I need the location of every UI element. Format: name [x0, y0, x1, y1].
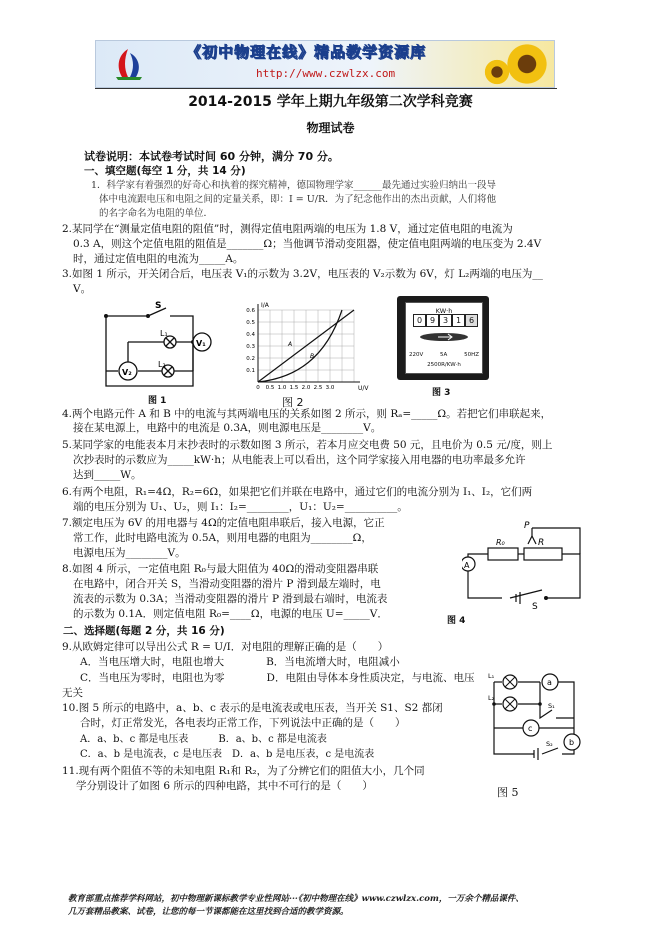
question-8-line: 8.如图 4 所示，一定值电阻 R₀与最大阻值为 40Ω的滑动变阻器串联	[62, 563, 379, 575]
question-11-line: 学分别设计了如图 6 所示的四种电路，其中不可行的是（ ）	[76, 780, 373, 792]
question-8-line: 流表的示数为 0.3A；当滑动变阻器的滑片 P 滑到最右端时，电流表	[73, 593, 388, 605]
fig5-b-label: b	[569, 738, 575, 747]
banner-url[interactable]: http://www.czwlzx.com	[256, 67, 396, 80]
fig5-a-label: a	[547, 678, 552, 687]
section-2-heading: 二、选择题(每题 2 分，共 16 分)	[63, 625, 225, 637]
question-9-option: A．当电压增大时，电阻也增大 B．当电流增大时，电阻减小	[80, 656, 400, 668]
fig1-switch-label: S	[155, 301, 162, 311]
footer-line: 教育部重点推荐学科网站，初中物理新课标教学专业性网站···《初中物理在线》www.czwlzx.com，一万余个精品课件、	[68, 894, 524, 904]
question-6-line: 端的电压分别为 U₁、U₂，则 I₁：I₂=________，U₁：U₂=__________。	[73, 501, 408, 513]
rheostat-r	[524, 548, 562, 560]
figure-5-caption: 图 5	[497, 786, 519, 799]
meter-digit: 9	[426, 314, 439, 327]
fig2-x-tick: 2.5	[313, 385, 323, 391]
question-2-line: 2.某同学在“测量定值电阻的阻值”时，测得定值电阻两端的电压为 1.8 V，通过定值电阻的电流为	[62, 223, 513, 235]
exam-subject: 物理试卷	[306, 121, 355, 135]
footer-line: 几万套精品教案、试卷，让您的每一节课都能在这里找到合适的教学资源。	[68, 907, 349, 917]
fig5-s2-label: S₂	[546, 740, 553, 748]
fig1-meter2-label: V₂	[122, 368, 132, 377]
fig2-y-tick: 0.1	[246, 368, 255, 374]
fig4-r-label: R	[538, 538, 545, 548]
site-banner	[95, 40, 555, 88]
meter-spec: 50HZ	[464, 352, 479, 358]
question-6-line: 6.有两个电阻，R₁=4Ω，R₂=6Ω，如果把它们并联在电路中，通过它们的电流分别为 I₁、I₂，它们两	[62, 486, 533, 498]
question-1-line: 的名字命名为电阻的单位．	[99, 208, 214, 219]
question-9-option: C．当电压为零时，电阻也为零 D．电阻由导体本身性质决定，与电流、电压	[80, 672, 475, 684]
figure-4-caption: 图 4	[447, 616, 466, 626]
fig2-x-tick: 2.0	[301, 385, 311, 391]
meter-unit-label: KW·h	[435, 307, 453, 315]
fig2-y-tick: 0.3	[246, 344, 255, 350]
banner-title: 《初中物理在线》精品教学资源库	[186, 43, 427, 61]
sunflower-icon	[506, 43, 548, 85]
figure-3-meter	[397, 296, 489, 380]
site-logo-icon	[114, 47, 144, 81]
figure-1-caption: 图 1	[148, 396, 167, 406]
meter-digit: 0	[413, 314, 426, 327]
question-5-line: 达到_____W。	[73, 469, 142, 481]
fig4-meter-label: A	[464, 561, 470, 570]
resistor-r0	[488, 548, 518, 560]
meter-rating: 2500R/KW·h	[427, 362, 461, 368]
fig5-l1-label: L₁	[488, 672, 495, 680]
question-7-line: 常工作，此时电路电流为 0.5A，则用电器的电阻为________Ω，	[73, 532, 372, 544]
exam-instructions: 试卷说明：本试卷考试时间 60 分钟，满分 70 分。	[84, 150, 339, 163]
fig2-y-tick: 0.5	[246, 320, 255, 326]
header-rule	[95, 88, 557, 89]
meter-spec: 5A	[440, 352, 448, 358]
fig2-x-tick: 0	[256, 385, 260, 391]
question-9-line: 9.从欧姆定律可以导出公式 R = U/I．对电阻的理解正确的是（ ）	[62, 641, 389, 653]
figure-2-caption: 图 2	[282, 396, 304, 409]
page-footer	[68, 893, 524, 919]
fig1-meter1-label: V₁	[196, 339, 206, 348]
fig2-x-tick: 0.5	[265, 385, 275, 391]
section-1-heading: 一、填空题(每空 1 分，共 14 分)	[84, 165, 246, 177]
meter-digit: 6	[465, 314, 478, 327]
question-1-line: 1．科学家有着强烈的好奇心和执着的探究精神，德国物理学家______最先通过实验归纳出一段导	[91, 180, 497, 191]
fig1-lamp1-label: L₁	[160, 329, 168, 338]
fig2-y-tick: 0.4	[246, 332, 255, 338]
meter-digit: 1	[452, 314, 465, 327]
fig2-x-unit: U/V	[358, 385, 369, 392]
meter-digits	[413, 314, 478, 327]
meter-disc-icon	[418, 331, 470, 343]
question-4-line: 接在某电源上，电路中的电流是 0.3A，则电源电压是________V。	[73, 422, 382, 434]
figure-4-circuit	[462, 518, 588, 610]
question-1-line: 体中电流跟电压和电阻之间的定量关系，即：I = U/R．为了纪念他作出的杰出贡献，人们将他	[99, 194, 497, 205]
fig5-c-label: c	[528, 724, 533, 733]
fig5-s1-label: S₁	[548, 702, 555, 710]
fig2-curve-b-label: B	[310, 353, 315, 360]
fig4-slider-label: P	[524, 521, 530, 531]
question-4-line: 4.两个电路元件 A 和 B 中的电流与其两端电压的关系如图 2 所示，则 Rₐ=_____Ω。若把它们串联起来，	[62, 408, 552, 420]
question-8-line: 在电路中，闭合开关 S，当滑动变阻器的滑片 P 滑到最左端时，电	[73, 578, 381, 590]
question-7-line: 电源电压为________V。	[73, 547, 186, 559]
question-9-option: 无关	[62, 687, 83, 699]
figure-2-graph	[236, 298, 370, 398]
figure-1-circuit	[98, 296, 216, 396]
fig2-x-tick: 1.0	[277, 385, 287, 391]
question-11-line: 11.现有两个阻值不等的未知电阻 R₁和 R₂，为了分辨它们的阻值大小，几个同	[62, 765, 425, 777]
question-3-line: 3.如图 1 所示，开关闭合后，电压表 V₁的示数为 3.2V，电压表的 V₂示数为 6V，灯 L₂两端的电压为__	[62, 268, 543, 280]
question-10-option: A．a、b、c 都是电压表 B．a、b、c 都是电流表	[80, 734, 327, 745]
question-8-line: 的示数为 0.1A．则定值电阻 R₀=____Ω，电源的电压 U=_____V．	[73, 608, 388, 620]
question-5-line: 次抄表时的示数应为_____kW·h；从电能表上可以看出，这个同学家接入用电器的电功率最多允许	[73, 454, 526, 466]
meter-spec: 220V	[409, 352, 424, 358]
fig4-r0-label: R₀	[496, 538, 505, 547]
fig2-y-tick: 0.2	[246, 356, 255, 362]
fig5-l2-label: L₂	[488, 694, 495, 702]
question-2-line: 0.3 A，则这个定值电阻的阻值是_______Ω；当他调节滑动变阻器，使定值电阻两端的电压变为 2.4V	[73, 238, 542, 250]
fig2-y-tick: 0.6	[246, 308, 255, 314]
question-2-line: 时，通过定值电阻的电流为_____A。	[73, 253, 244, 265]
fig2-x-tick: 1.5	[289, 385, 299, 391]
fig1-lamp2-label: L₂	[158, 360, 166, 369]
question-10-line: 合时，灯正常发光，各电表均正常工作，下列说法中正确的是（ ）	[80, 717, 406, 729]
fig2-x-tick: 3.0	[325, 385, 335, 391]
question-5-line: 5.某同学家的电能表本月末抄表时的示数如图 3 所示，若本月应交电费 50 元，且电价为 0.5 元/度，则上	[62, 439, 553, 451]
figure-3-caption: 图 3	[432, 388, 451, 398]
exam-title: 2014-2015 学年上期九年级第二次学科竞赛	[188, 94, 473, 110]
fig2-y-unit: I/A	[261, 302, 269, 309]
question-10-option: C．a、b 是电流表，c 是电压表 D．a、b 是电压表，c 是电流表	[80, 749, 375, 760]
question-3-line: V。	[73, 283, 92, 295]
meter-digit: 3	[439, 314, 452, 327]
question-10-line: 10.图 5 所示的电路中，a、b、c 表示的是电流表或电压表，当开关 S1、S2 都闭	[62, 702, 443, 714]
fig4-switch-label: S	[532, 602, 538, 610]
question-7-line: 7.额定电压为 6V 的用电器与 4Ω的定值电阻串联后，接入电源，它正	[62, 517, 385, 529]
figure-5-circuit	[488, 666, 584, 762]
fig2-curve-a-label: A	[288, 341, 293, 348]
